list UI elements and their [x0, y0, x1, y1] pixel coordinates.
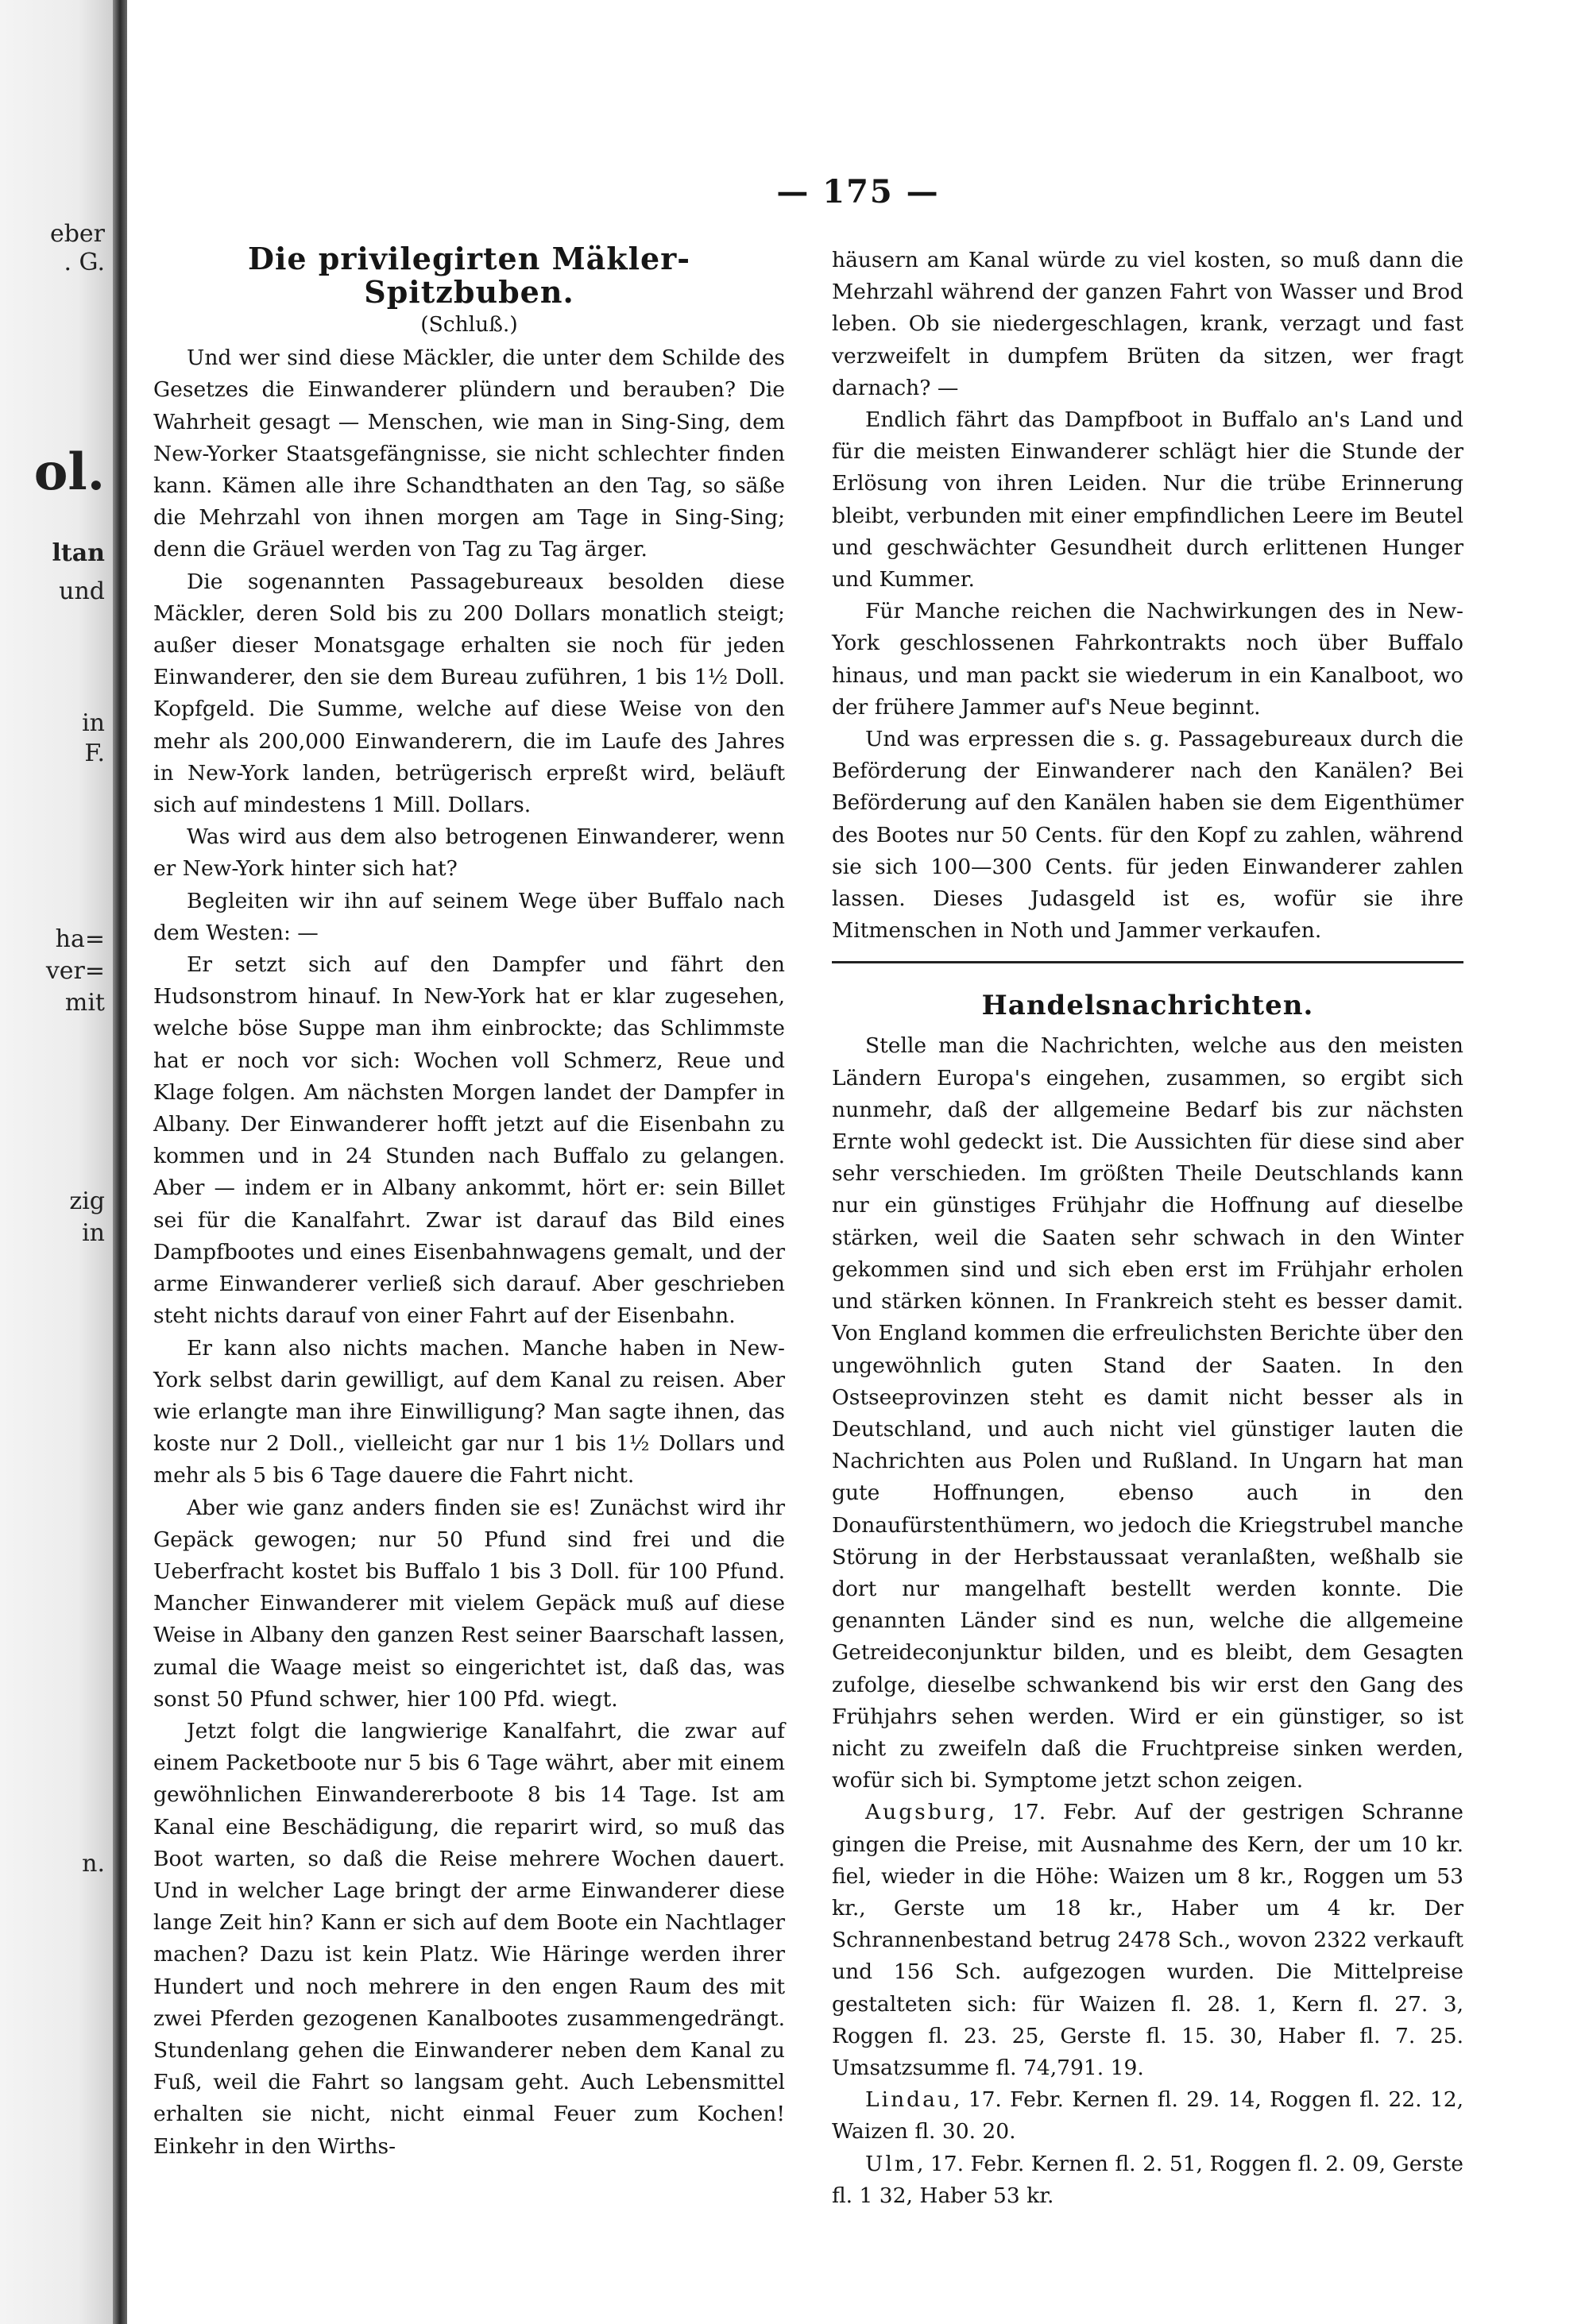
prev-page-fragment: . G. — [64, 249, 105, 276]
right-column — [832, 245, 1463, 2212]
prev-page-fragment: mit — [64, 989, 105, 1017]
prev-page-fragment: ltan — [52, 539, 105, 567]
article-paragraph: Er kann also nichts machen. Manche haben in New-York selbst darin gewilligt, auf dem Kanal zu reisen. Aber wie erlangte man ihre Einwilligung? Man sagte ihnen, das koste nur 2 Doll., vielleicht gar nur 1 bis 1½ Dollars und mehr als 5 bis 6 Tage dauere die Fahrt nicht. — [153, 1335, 785, 1488]
article-continuation: häusern am Kanal würde zu viel kosten, so muß dann die Mehrzahl während der ganzen Fahrt von Wasser und Brod leben. Ob sie niedergeschlagen, krank, verzagt und fast verzweifelt in dumpfem Brüten da sitzen, wer fragt darnach? — — [832, 248, 1463, 400]
prev-page-fragment: ver= — [45, 957, 105, 985]
article-paragraph: Die sogenannten Passagebureaux besolden diese Mäckler, deren Sold bis zu 200 Dollars monatlich steigt; außer dieser Monatsgage erhalten sie noch für jeden Einwanderer, den sie dem Bureau zuführen, 1 bis 1½ Doll. Kopfgeld. Die Summe, welche auf diese Weise von den mehr als 200,000 Einwanderern, die im Laufe des Jahres in New-York landen, betrügerisch erpreßt wird, beläuft sich auf mindestens 1 Mill. Dollars. — [153, 569, 785, 818]
prev-page-fragment: und — [59, 577, 105, 605]
market-report-place: Augsburg — [865, 1800, 988, 1825]
section-paragraph: Stelle man die Nachrichten, welche aus den meisten Ländern Europa's eingehen, zusammen, so ergibt sich nunmehr, daß der allgemeine Bedarf bis zur nächsten Ernte wohl gedeckt ist. Die Aussichten für diese sind aber sehr verschieden. Im größten Theile Deutschlands kann nur ein günstiges Frühjahr die Hoffnung auf dieselbe stärken, weil die Saaten sehr schwach in den Winter gekommen sind und sich eben erst im Frühjahr erholen und stärken können. In Frankreich steht es besser damit. Von England kommen die erfreulichsten Berichte über den ungewöhnlich guten Stand der Saaten. In den Ostseeprovinzen steht es damit nicht besser als in Deutschland, und auch nicht viel günstiger lauten die Nachrichten aus Polen und Rußland. In Ungarn hat man gute Hoffnungen, ebenso auch in den Donaufürstenthümern, wo jedoch die Kriegstrubel manche Störung in der Herbstaussaat veranlaßten, weßhalb sie dort nur mangelhaft bestellt werden konnte. Die genannten Länder sind es nun, welche die allgemeine Getreideconjunktur bilden, und es bleibt, dem Gesagten zufolge, dieselbe schwankend bis wir erst den Gang des Frühjahrs sehen werden. Wird er ein günstiger, so ist nicht zu zweifeln daß die Fruchtpreise sinken werden, wofür sich bi. Symptome jetzt schon zeigen. — [832, 1033, 1463, 1793]
article-title: Die privilegirten Mäkler-Spitzbuben. — [248, 241, 690, 310]
article-paragraph: Endlich fährt das Dampfboot in Buffalo an's Land und für die meisten Einwanderer schlägt hier die Stunde der Erlösung von ihren Leiden. Nur die trübe Erinnerung bleibt, verbunden mit einer empfindlichen Leere im Beutel und geschwächter Gesundheit durch erlittenen Hunger und Kummer. — [832, 407, 1463, 593]
section-title: Handelsnachrichten. — [981, 990, 1314, 1022]
section-divider — [832, 961, 1463, 963]
newspaper-page — [127, 0, 1589, 2324]
prev-page-fragment: in — [82, 1219, 105, 1247]
market-report — [832, 2084, 1463, 2148]
prev-page-fragment: F. — [84, 739, 105, 767]
article-paragraph: Und wer sind diese Mäckler, die unter dem Schilde des Gesetzes die Einwanderer plündern und berauben? Die Wahrheit gesagt — Menschen, wie man in Sing-Sing, dem New-Yorker Staatsgefängnisse, sie nicht schlechter finden kann. Kämen alle ihre Schandthaten an den Tag, so säße die Mehrzahl von ihnen morgen am Tage in Sing-Sing; denn die Gräuel werden von Tag zu Tag ärger. — [153, 346, 785, 562]
article-paragraph: Er setzt sich auf den Dampfer und fährt den Hudsonstrom hinauf. In New-York hat er klar zugesehen, welche böse Suppe man ihm einbrockte; das Schlimmste hat er noch vor sich: Wochen voll Schmerz, Reue und Klage folgen. Am nächsten Morgen landet der Dampfer in Albany. Der Einwanderer hofft jetzt auf die Eisenbahn zu kommen und in 24 Stunden nach Buffalo zu gelangen. Aber — indem er in Albany ankommt, hört er: sein Billet sei für die Kanalfahrt. Zwar ist darauf das Bild eines Dampfbootes und eines Eisenbahnwagens gemalt, und der arme Einwanderer verließ sich darauf. Aber geschrieben steht nichts darauf von einer Fahrt auf der Eisenbahn. — [153, 952, 785, 1329]
market-report-place: Lindau — [865, 2087, 953, 2113]
article-paragraph: Was wird aus dem also betrogenen Einwanderer, wenn er New-York hinter sich hat? — [153, 824, 785, 882]
market-report — [832, 1797, 1463, 2084]
market-report-text: , 17. Febr. Kernen fl. 29. 14, Roggen fl. 22. 12, Waizen fl. 30. 20. — [832, 2087, 1463, 2144]
market-report-text: , 17. Febr. Kernen fl. 2. 51, Roggen fl. 2. 09, Gerste fl. 1 32, Haber 53 kr. — [832, 2151, 1463, 2208]
market-report-place: Ulm — [865, 2151, 917, 2176]
prev-page-fragment: in — [82, 709, 105, 737]
prev-page-fragment: zig — [69, 1187, 105, 1215]
previous-page-edge — [0, 0, 113, 2324]
article-paragraph: Begleiten wir ihn auf seinem Wege über Buffalo nach dem Westen: — — [153, 888, 785, 945]
article-subtitle: (Schluß.) — [420, 312, 518, 337]
book-gutter — [113, 0, 127, 2324]
prev-page-fragment: ha= — [55, 925, 105, 953]
market-report — [832, 2148, 1463, 2212]
article-paragraph: Für Manche reichen die Nachwirkungen des in New-York geschlossenen Fahrkontrakts noch über Buffalo hinaus, und man packt sie wiederum in ein Kanalboot, wo der frühere Jammer auf's Neue beginnt. — [832, 599, 1463, 720]
prev-page-fragment: n. — [82, 1850, 105, 1878]
page-number: — 175 — — [776, 173, 940, 210]
article-paragraph: Aber wie ganz anders finden sie es! Zunächst wird ihr Gepäck gewogen; nur 50 Pfund sind frei und die Ueberfracht kostet bis Buffalo 1 bis 3 Doll. für 100 Pfund. Mancher Einwanderer mit vielem Gepäck muß auf diese Weise in Albany den ganzen Rest seiner Baarschaft lassen, zumal die Waage meist so eingerichtet ist, daß das, was sonst 50 Pfund schwer, hier 100 Pfd. wiegt. — [153, 1495, 785, 1712]
prev-page-fragment: ol. — [33, 442, 105, 502]
market-report-text: , 17. Febr. Auf der gestrigen Schranne gingen die Preise, mit Ausnahme des Kern, der um 10 kr. fiel, wieder in die Höhe: Waizen um 8 kr., Roggen um 53 kr., Gerste um 18 kr., Haber um 4 kr. Der Schrannenbestand betrug 2478 Sch., wovon 2322 verkauft und 156 Sch. aufgezogen wurden. Die Mittelpreise gestalteten sich: für Waizen fl. 28. 1, Kern fl. 27. 3, Roggen fl. 23. 25, Gerste fl. 15. 30, Haber fl. 7. 25. Umsatzsumme fl. 74,791. 19. — [832, 1800, 1463, 2080]
left-column — [153, 242, 785, 2163]
prev-page-fragment: eber — [49, 220, 105, 248]
article-paragraph: Und was erpressen die s. g. Passagebureaux durch die Beförderung der Einwanderer nach den Kanälen? Bei Beförderung auf den Kanälen haben sie dem Eigenthümer des Bootes nur 50 Cents. für den Kopf zu zahlen, während sie sich 100—300 Cents. für jeden Einwanderer zahlen lassen. Dieses Judasgeld ist es, wofür sie ihre Mitmenschen in Noth und Jammer verkaufen. — [832, 727, 1463, 944]
article-paragraph: Jetzt folgt die langwierige Kanalfahrt, die zwar auf einem Packetboote nur 5 bis 6 Tage währt, aber mit einem gewöhnlichen Einwandererboote 8 bis 14 Tage. Ist am Kanal eine Beschädigung, die reparirt wird, so muß das Boot warten, so daß die Reise mehrere Wochen dauert. Und in welcher Lage bringt der arme Einwanderer diese lange Zeit hin? Kann er sich auf dem Boote ein Nachtlager machen? Dazu ist kein Platz. Wie Häringe werden ihrer Hundert und noch mehrere in den engen Raum des mit zwei Pferden gezogenen Kanalbootes zusammengedrängt. Stundenlang gehen die Einwanderer neben dem Kanal zu Fuß, weil die Fahrt so langsam geht. Auch Lebensmittel erhalten sie nicht, nicht einmal Feuer zum Kochen! Einkehr in den Wirths- — [153, 1718, 785, 2159]
